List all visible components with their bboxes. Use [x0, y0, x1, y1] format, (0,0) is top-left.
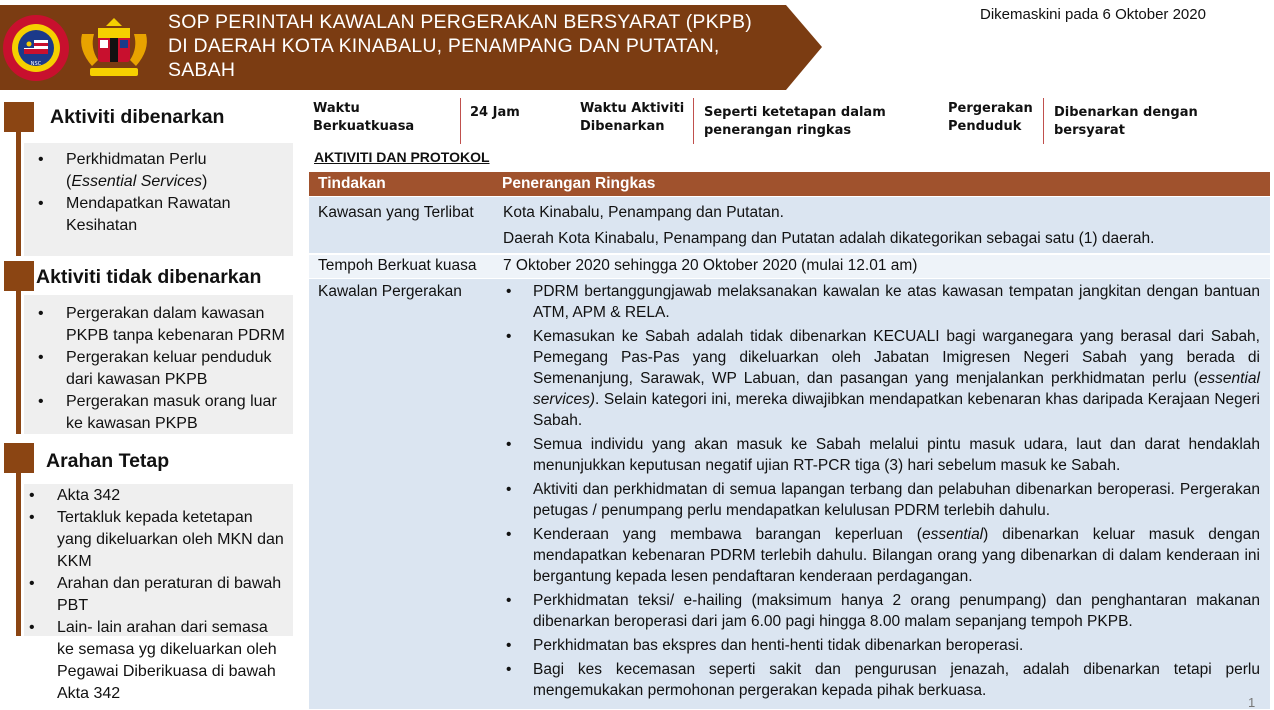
svg-text:NSC: NSC	[30, 61, 42, 67]
table-row	[309, 279, 1270, 709]
page-title: SOP PERINTAH KAWALAN PERGERAKAN BERSYARAT (PKPB) DI DAERAH KOTA KINABALU, PENAMPANG DAN PUTATAN, SABAH	[168, 11, 752, 81]
list-item: • Perkhidmatan Perlu (Essential Services)	[66, 149, 286, 193]
row-text: Kota Kinabalu, Penampang dan Putatan.	[503, 204, 784, 221]
divider	[1043, 98, 1044, 144]
waktu-value: 24 Jam	[470, 105, 520, 120]
list-item: • Perkhidmatan bas ekspres dan henti-henti tidak dibenarkan beroperasi.	[533, 635, 1260, 656]
section-marker	[4, 261, 34, 291]
coat-of-arms-logo	[76, 14, 152, 82]
standing-list	[57, 485, 287, 705]
section-connector	[16, 132, 21, 256]
list-item: • Tertakluk kepada ketetapan yang dikeluarkan oleh MKN dan KKM	[57, 507, 287, 573]
list-item: • Bagi kes kecemasan seperti sakit dan pengurusan jenazah, adalah dibenarkan tetapi perlu mengemukakan permohonan pergerakan kepada pihak berkuasa.	[533, 659, 1260, 701]
list-item: • Pergerakan dalam kawasan PKPB tanpa kebenaran PDRM	[66, 303, 288, 347]
waktu-label: Waktu Berkuatkuasa	[313, 101, 415, 134]
list-item: • Akta 342	[57, 485, 287, 507]
table-title: AKTIVITI DAN PROTOKOL	[314, 149, 490, 165]
list-item: • Pergerakan masuk orang luar ke kawasan PKPB	[66, 391, 288, 435]
section-marker	[4, 443, 34, 473]
list-item: • Kenderaan yang membawa barangan keperluan (essential) dibenarkan keluar masuk dengan mendapatkan kebenaran PDRM terlebih dahulu. Bilangan orang yang dibenarkan di dalam kenderaan ini bergantung kepada lesen pendaftaran kenderaan perdagangan.	[533, 524, 1260, 587]
row-label: Kawalan Pergerakan	[318, 283, 462, 300]
list-item: • Lain- lain arahan dari semasa ke semasa yg dikeluarkan oleh Pegawai Diberikuasa di bawah Akta 342	[57, 617, 287, 705]
table-header	[309, 172, 1270, 196]
divider	[693, 98, 694, 144]
aktiviti-value: Seperti ketetapan dalam penerangan ringkas	[704, 105, 886, 138]
list-item: • PDRM bertanggungjawab melaksanakan kawalan ke atas kawasan tempatan jangkitan dengan bantuan ATM, APM & RELA.	[533, 281, 1260, 323]
pergerakan-label: Pergerakan Penduduk	[948, 101, 1033, 134]
table-row	[309, 197, 1270, 253]
allowed-list	[66, 149, 286, 237]
list-item: • Aktiviti dan perkhidmatan di semua lapangan terbang dan pelabuhan dibenarkan beroperasi. Pergerakan petugas / penumpang perlu mendapatkan kelulusan PDRM terlebih dahulu.	[533, 479, 1260, 521]
list-item: • Mendapatkan Rawatan Kesihatan	[66, 193, 286, 237]
page-number: 1	[1248, 695, 1256, 710]
list-item: • Perkhidmatan teksi/ e-hailing (maksimum hanya 2 orang penumpang) dan penghantaran makanan dibenarkan beroperasi dari jam 6.00 pagi hingga 8.00 malam sepanjang tempoh PKPB.	[533, 590, 1260, 632]
list-item: • Arahan dan peraturan di bawah PBT	[57, 573, 287, 617]
nsc-logo	[2, 14, 70, 82]
standing-heading: Arahan Tetap	[46, 450, 170, 472]
allowed-heading: Aktiviti dibenarkan	[50, 106, 225, 128]
table-row	[309, 255, 1270, 278]
column-header: Penerangan Ringkas	[502, 175, 656, 192]
protocol-list	[533, 281, 1260, 704]
pergerakan-value: Dibenarkan dengan bersyarat	[1054, 105, 1198, 138]
not-allowed-heading: Aktiviti tidak dibenarkan	[36, 266, 262, 288]
row-label: Kawasan yang Terlibat	[318, 204, 474, 221]
section-connector	[16, 473, 21, 636]
not-allowed-list	[66, 303, 288, 435]
divider	[460, 98, 461, 144]
row-text: 7 Oktober 2020 sehingga 20 Oktober 2020 (mulai 12.01 am)	[503, 257, 918, 274]
section-connector	[16, 291, 21, 434]
updated-date: Dikemaskini pada 6 Oktober 2020	[980, 6, 1206, 23]
section-marker	[4, 102, 34, 132]
row-text: Daerah Kota Kinabalu, Penampang dan Putatan adalah dikategorikan sebagai satu (1) daerah.	[503, 230, 1155, 247]
column-header: Tindakan	[318, 175, 386, 192]
aktiviti-label: Waktu Aktiviti Dibenarkan	[580, 101, 685, 134]
row-label: Tempoh Berkuat kuasa	[318, 257, 477, 274]
list-item: • Kemasukan ke Sabah adalah tidak dibenarkan KECUALI bagi warganegara yang berasal dari Sabah, Pemegang Pas-Pas yang dikeluarkan oleh Jabatan Imigresen Negeri Sabah yang berada di Semenanjung, Sarawak, WP Labuan, dan pasangan yang menjalankan perkhidmatan perlu (essential services). Selain kategori ini, mereka diwajibkan mendapatkan kebenaran khas daripada Kerajaan Negeri Sabah.	[533, 326, 1260, 431]
list-item: • Semua individu yang akan masuk ke Sabah melalui pintu masuk udara, laut dan darat hendaklah menunjukkan keputusan negatif ujian RT-PCR tiga (3) hari sebelum masuk ke Sabah.	[533, 434, 1260, 476]
list-item: • Pergerakan keluar penduduk dari kawasan PKPB	[66, 347, 288, 391]
